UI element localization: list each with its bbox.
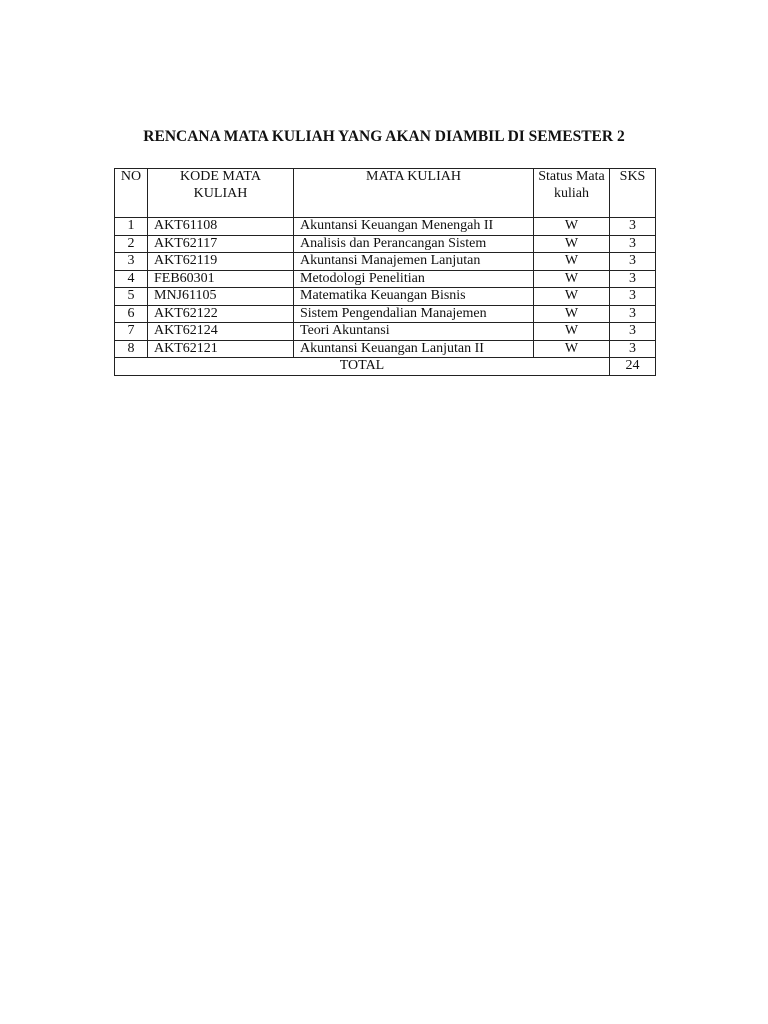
table-row [115,288,656,306]
row-no: 1 [115,218,148,236]
row-course-code: FEB60301 [148,270,294,288]
row-no: 6 [115,305,148,323]
row-course-status: W [534,323,610,341]
table-total-row [115,358,656,376]
row-course-code: MNJ61105 [148,288,294,306]
table-header-row [115,169,656,218]
row-sks: 3 [610,218,656,236]
row-course-name: Sistem Pengendalian Manajemen [294,305,534,323]
header-course-name: MATA KULIAH [294,169,534,218]
row-sks: 3 [610,288,656,306]
row-course-name: Matematika Keuangan Bisnis [294,288,534,306]
row-course-status: W [534,270,610,288]
row-sks: 3 [610,235,656,253]
row-no: 5 [115,288,148,306]
row-sks: 3 [610,305,656,323]
row-course-status: W [534,218,610,236]
row-course-name: Metodologi Penelitian [294,270,534,288]
row-no: 4 [115,270,148,288]
row-course-status: W [534,305,610,323]
header-sks: SKS [610,169,656,218]
row-course-status: W [534,253,610,271]
row-course-status: W [534,235,610,253]
row-course-code: AKT62119 [148,253,294,271]
row-course-name: Teori Akuntansi [294,323,534,341]
table-row [115,253,656,271]
row-sks: 3 [610,340,656,358]
header-course-status: Status Matakuliah [534,169,610,218]
total-label: TOTAL [115,358,610,376]
row-course-status: W [534,288,610,306]
table-row [115,270,656,288]
row-no: 2 [115,235,148,253]
document-title: RENCANA MATA KULIAH YANG AKAN DIAMBIL DI SEMESTER 2 [143,128,625,145]
row-course-name: Akuntansi Manajemen Lanjutan [294,253,534,271]
row-no: 3 [115,253,148,271]
table-row [115,218,656,236]
row-course-code: AKT62124 [148,323,294,341]
row-course-code: AKT62122 [148,305,294,323]
table-row [115,340,656,358]
row-course-status: W [534,340,610,358]
row-course-code: AKT62121 [148,340,294,358]
row-sks: 3 [610,270,656,288]
row-course-name: Akuntansi Keuangan Menengah II [294,218,534,236]
row-course-code: AKT61108 [148,218,294,236]
row-course-name: Akuntansi Keuangan Lanjutan II [294,340,534,358]
total-sks: 24 [610,358,656,376]
course-plan-table [114,168,656,376]
row-no: 8 [115,340,148,358]
header-course-code: KODE MATA KULIAH [148,169,294,218]
table-row [115,305,656,323]
table-row [115,235,656,253]
row-no: 7 [115,323,148,341]
table-row [115,323,656,341]
header-no: NO [115,169,148,218]
row-sks: 3 [610,253,656,271]
row-sks: 3 [610,323,656,341]
row-course-code: AKT62117 [148,235,294,253]
row-course-name: Analisis dan Perancangan Sistem [294,235,534,253]
